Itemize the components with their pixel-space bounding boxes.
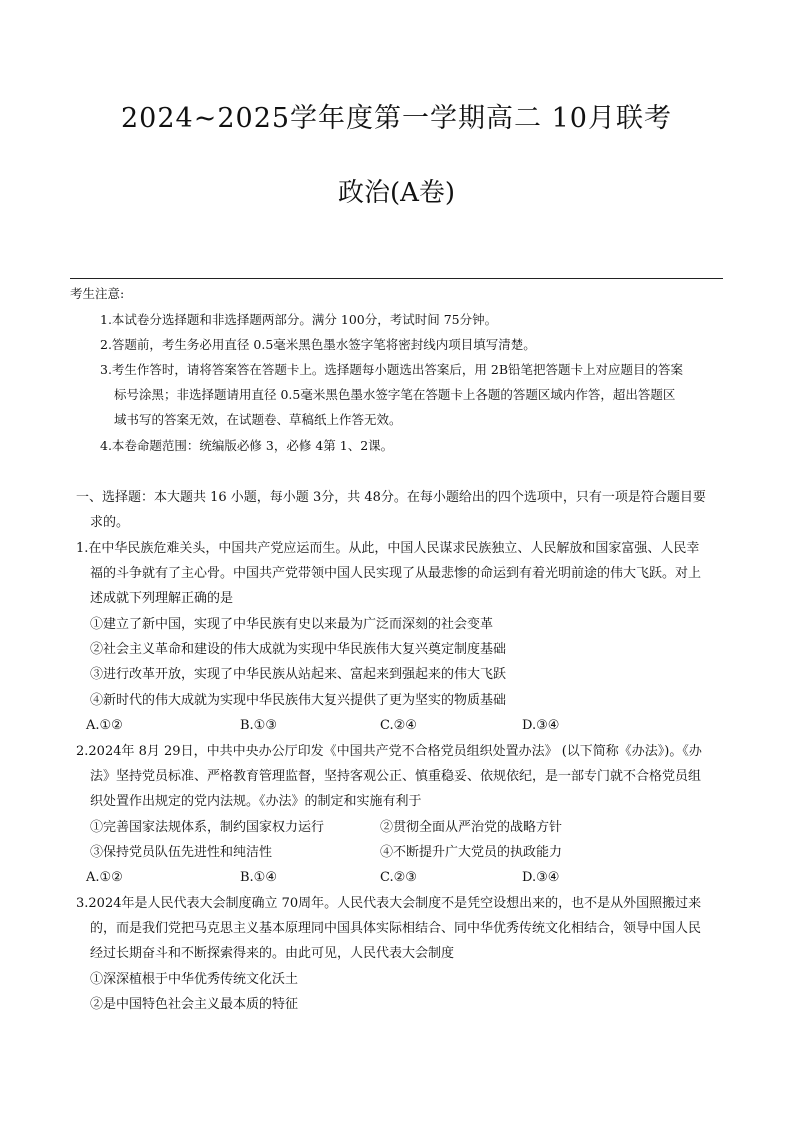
question-3-stem: 的，而是我们党把马克思主义基本原理同中国具体实际相结合、同中华优秀传统文化相结合，领导中国人民 <box>90 921 702 936</box>
question-2-stem: 法》坚持党员标准、严格教育管理监督，坚持客观公正、慎重稳妥、依规依纪，是一部专门就不合格党员组 <box>90 769 702 784</box>
option-a: A.①② <box>86 870 123 885</box>
question-1-stem: 福的斗争就有了主心骨。中国共产党带领中国人民实现了从最悲惨的命运到有着光明前途的伟大飞跃。对上 <box>90 566 702 581</box>
question-1-statement: ③进行改革开放，实现了中华民族从站起来、富起来到强起来的伟大飞跃 <box>90 667 507 682</box>
section-heading: 一、选择题：本大题共 16 小题，每小题 3分，共 48分。在每小题给出的四个选项中，只有一项是符合题目要 <box>76 490 706 505</box>
question-3-stem: 3.2024年是人民代表大会制度确立 70周年。人民代表大会制度不是凭空设想出来的，也不是从外国照搬过来 <box>76 896 702 911</box>
option-b: B.①③ <box>240 718 277 733</box>
question-1-statement: ①建立了新中国，实现了中华民族有史以来最为广泛而深刻的社会变革 <box>90 617 494 632</box>
notice-heading: 考生注意: <box>70 286 125 301</box>
question-1-statement: ②社会主义革命和建设的伟大成就为实现中华民族伟大复兴奠定制度基础 <box>90 642 507 657</box>
option-b: B.①④ <box>240 870 277 885</box>
option-d: D.③④ <box>522 870 560 885</box>
question-2-stem: 织处置作出规定的党内法规。《办法》的制定和实施有利于 <box>90 794 422 809</box>
question-1-stem: 1.在中华民族危难关头，中国共产党应运而生。从此，中国人民谋求民族独立、人民解放和国家富强、人民幸 <box>76 541 700 556</box>
question-3-stem: 经过长期奋斗和不断探索得来的。由此可见，人民代表大会制度 <box>90 946 455 961</box>
header-divider <box>70 278 723 279</box>
exam-subject: 政治(A卷) <box>337 178 456 208</box>
notice-item: 3.考生作答时，请将答案答在答题卡上。选择题每小题选出答案后，用 2B铅笔把答题卡上对应题目的答案 <box>100 362 684 377</box>
notice-item-continued: 域书写的答案无效，在试题卷、草稿纸上作答无效。 <box>114 412 402 427</box>
notice-item-continued: 标号涂黑；非选择题请用直径 0.5毫米黑色墨水签字笔在答题卡上各题的答题区域内作答，超出答题区 <box>114 387 676 402</box>
exam-title: 2024~2025学年度第一学期高二 10月联考 <box>121 103 672 134</box>
question-3-statement: ②是中国特色社会主义最本质的特征 <box>90 997 299 1012</box>
question-2-statement: ①完善国家法规体系，制约国家权力运行 <box>90 820 325 835</box>
question-2-statement: ④不断提升广大党员的执政能力 <box>380 845 563 860</box>
option-c: C.②③ <box>380 870 417 885</box>
notice-item: 1.本试卷分选择题和非选择题两部分。满分 100分，考试时间 75分钟。 <box>100 312 498 327</box>
notice-item: 2.答题前，考生务必用直径 0.5毫米黑色墨水签字笔将密封线内项目填写清楚。 <box>100 337 536 352</box>
question-3-statement: ①深深植根于中华优秀传统文化沃土 <box>90 972 299 987</box>
question-1-options <box>86 717 726 735</box>
section-heading-continued: 求的。 <box>90 515 130 530</box>
notice-item: 4.本卷命题范围：统编版必修 3，必修 4第 1、2课。 <box>100 438 394 453</box>
question-2-options <box>86 869 726 887</box>
option-d: D.③④ <box>522 718 560 733</box>
question-1-statement: ④新时代的伟大成就为实现中华民族伟大复兴提供了更为坚实的物质基础 <box>90 693 507 708</box>
question-2-stem: 2.2024年 8月 29日，中共中央办公厅印发《中国共产党不合格党员组织处置办法》 (以下简称《办法》)。《办 <box>76 744 702 759</box>
option-a: A.①② <box>86 718 123 733</box>
question-2-statement: ②贯彻全面从严治党的战略方针 <box>380 820 563 835</box>
option-c: C.②④ <box>380 718 417 733</box>
question-1-stem: 述成就下列理解正确的是 <box>90 591 234 606</box>
question-2-statement: ③保持党员队伍先进性和纯洁性 <box>90 845 273 860</box>
